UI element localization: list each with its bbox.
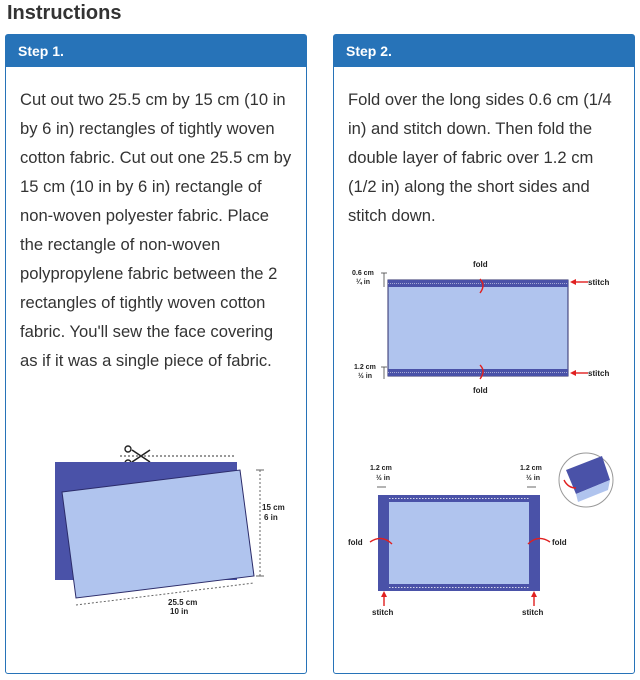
top-in-label: ¼ in [356, 279, 371, 286]
fig1-width-cm: 25.5 cm [168, 598, 198, 607]
stitch-top-label: stitch [588, 278, 610, 287]
bottom-in-label: ½ in [358, 373, 373, 380]
stitch-left-label: stitch [372, 608, 394, 617]
fabric-light [388, 280, 568, 376]
page-title: Instructions [7, 2, 122, 24]
step-2-figure-2 [340, 450, 630, 625]
stitch-right-label: stitch [522, 608, 544, 617]
step-2-figure-1 [340, 255, 630, 400]
fold-bottom-label: fold [473, 386, 488, 395]
fold-left-label: fold [348, 538, 363, 547]
fabric-inner [389, 502, 529, 584]
step-1-body [6, 67, 306, 375]
step-2-text: Fold over the long sides 0.6 cm (1/4 in) and stitch down. Then fold the double layer of fabric over 1.2 cm (1/2 in) along the short sides and stitch down. [348, 90, 612, 225]
bottom-cm-label: 1.2 cm [354, 364, 376, 371]
right-in-label: ½ in [526, 475, 541, 482]
step-2-header: Step 2. [334, 35, 634, 67]
step-1-header: Step 1. [6, 35, 306, 67]
fig1-width-in: 10 in [170, 607, 189, 616]
fold-detail-icon [559, 453, 613, 507]
fold-right-label: fold [552, 538, 567, 547]
fold-top-label: fold [473, 260, 488, 269]
front-fabric [62, 470, 254, 598]
stitch-bottom-label: stitch [588, 369, 610, 378]
top-cm-label: 0.6 cm [352, 270, 374, 277]
step-1-text: Cut out two 25.5 cm by 15 cm (10 in by 6 in) rectangles of tightly woven cotton fabric. Cut out one 25.5 cm by 15 cm (10 in by 6 in) rectangle of non-woven polyester fabric. Place the rectangle of non-woven polypropylene fabric between the 2 rectangles of tightly woven cotton fabric. You'll sew the face covering as if it was a single piece of fabric. [20, 90, 292, 370]
fig1-height-in: 6 in [264, 513, 278, 522]
left-cm-label: 1.2 cm [370, 465, 392, 472]
left-in-label: ½ in [376, 475, 391, 482]
step-1-figure [50, 440, 300, 620]
fig1-height-cm: 15 cm [262, 503, 285, 512]
step-2-body [334, 67, 634, 230]
right-cm-label: 1.2 cm [520, 465, 542, 472]
